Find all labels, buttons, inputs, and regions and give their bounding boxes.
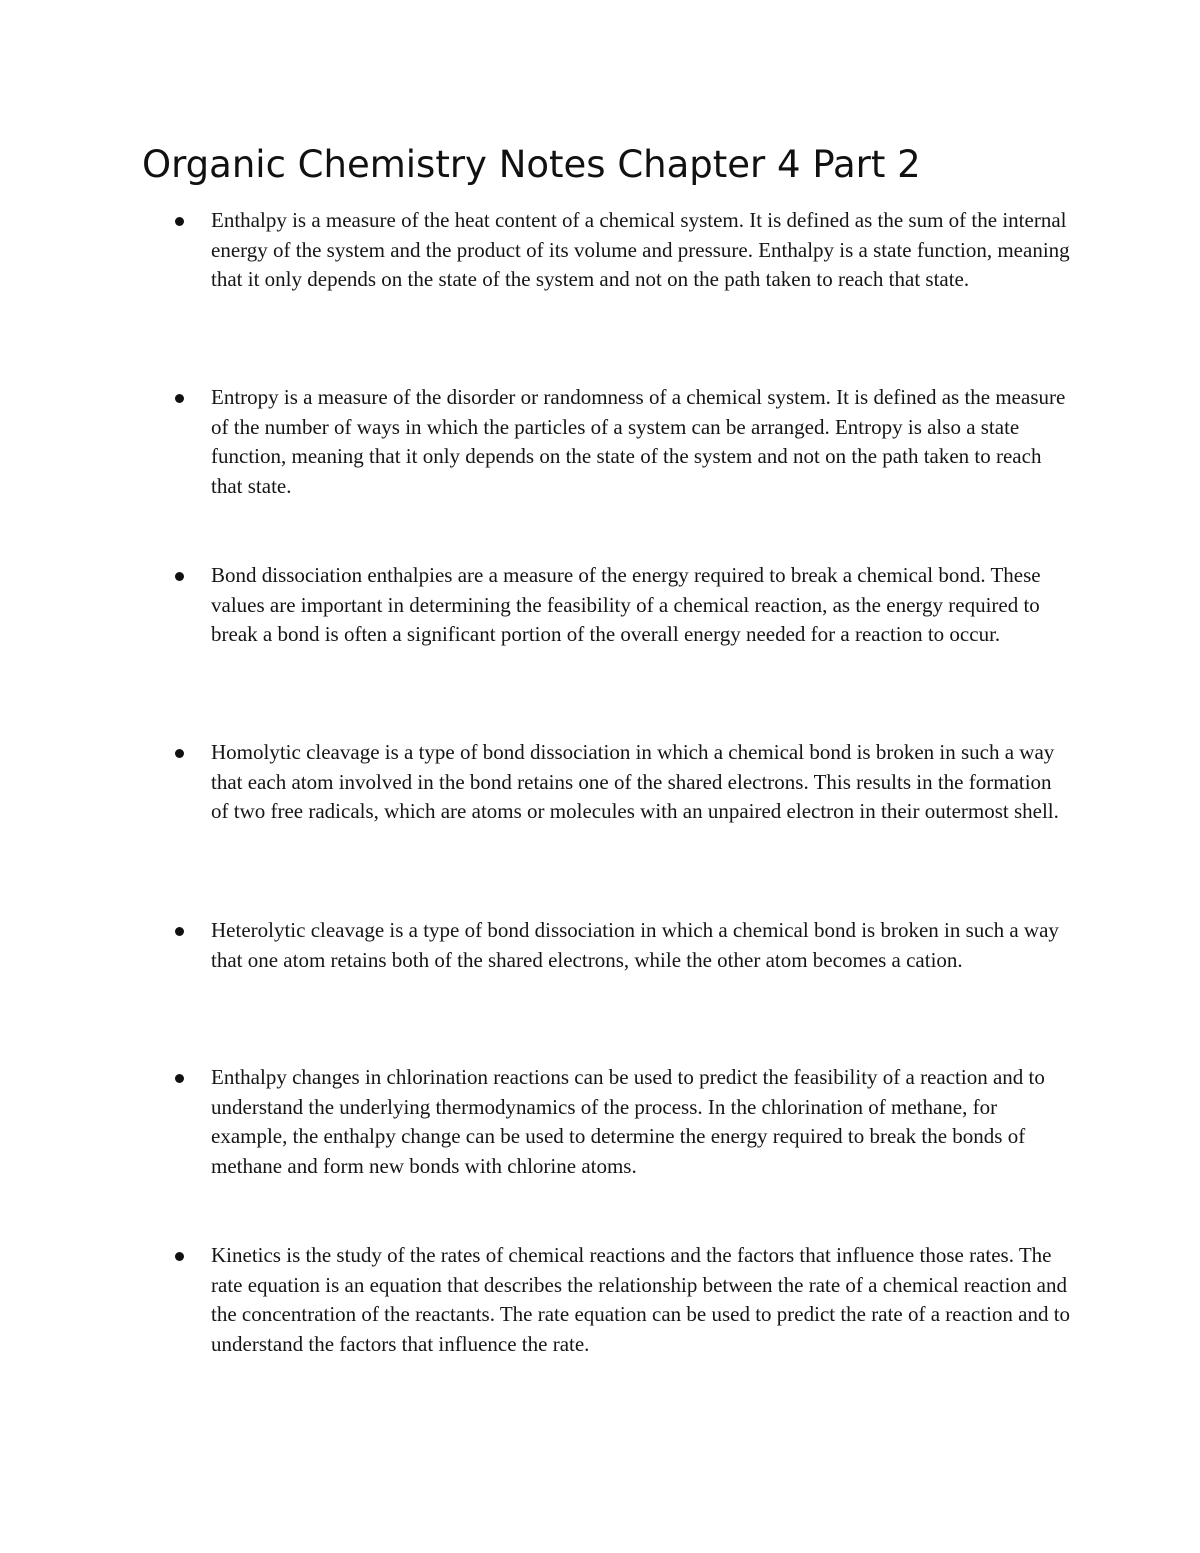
note-text: Homolytic cleavage is a type of bond dissociation in which a chemical bond is broken in such a way that each atom involved in the bond retains one of the shared electrons. This results in the formation of two free radicals, which are atoms or molecules with an unpaired electron in their outermost shell. (211, 740, 1059, 823)
bullet-icon (175, 1074, 184, 1083)
bullet-icon (175, 217, 184, 226)
note-text: Entropy is a measure of the disorder or randomness of a chemical system. It is defined as the measure of the number of ways in which the particles of a system can be arranged. Entropy is also a state function, meaning that it only depends on the state of the system and not on the path taken to reach that state. (211, 385, 1066, 498)
bullet-icon (175, 1252, 184, 1261)
bullet-icon (175, 394, 184, 403)
bullet-icon (175, 927, 184, 936)
note-text: Heterolytic cleavage is a type of bond dissociation in which a chemical bond is broken in such a way that one atom retains both of the shared electrons, while the other atom becomes a cation. (211, 918, 1059, 972)
note-text: Enthalpy is a measure of the heat content of a chemical system. It is defined as the sum of the internal energy of the system and the product of its volume and pressure. Enthalpy is a state function, meaning that it only depends on the state of the system and not on the path taken to reach that state. (211, 208, 1070, 291)
bullet-icon (175, 572, 184, 581)
bullet-icon (175, 749, 184, 758)
document-title: Organic Chemistry Notes Chapter 4 Part 2 (142, 143, 921, 186)
note-text: Kinetics is the study of the rates of chemical reactions and the factors that influence those rates. The rate equation is an equation that describes the relationship between the rate of a chemical reaction and the concentration of the reactants. The rate equation can be used to predict the rate of a reaction and to understand the factors that influence the rate. (211, 1243, 1071, 1356)
note-text: Enthalpy changes in chlorination reactions can be used to predict the feasibility of a reaction and to understand the underlying thermodynamics of the process. In the chlorination of methane, for example, the enthalpy change can be used to determine the energy required to break the bonds of methane and form new bonds with chlorine atoms. (211, 1065, 1045, 1178)
note-text: Bond dissociation enthalpies are a measure of the energy required to break a chemical bond. These values are important in determining the feasibility of a chemical reaction, as the energy required to break a bond is often a significant portion of the overall energy needed for a reaction to occur. (211, 563, 1041, 646)
